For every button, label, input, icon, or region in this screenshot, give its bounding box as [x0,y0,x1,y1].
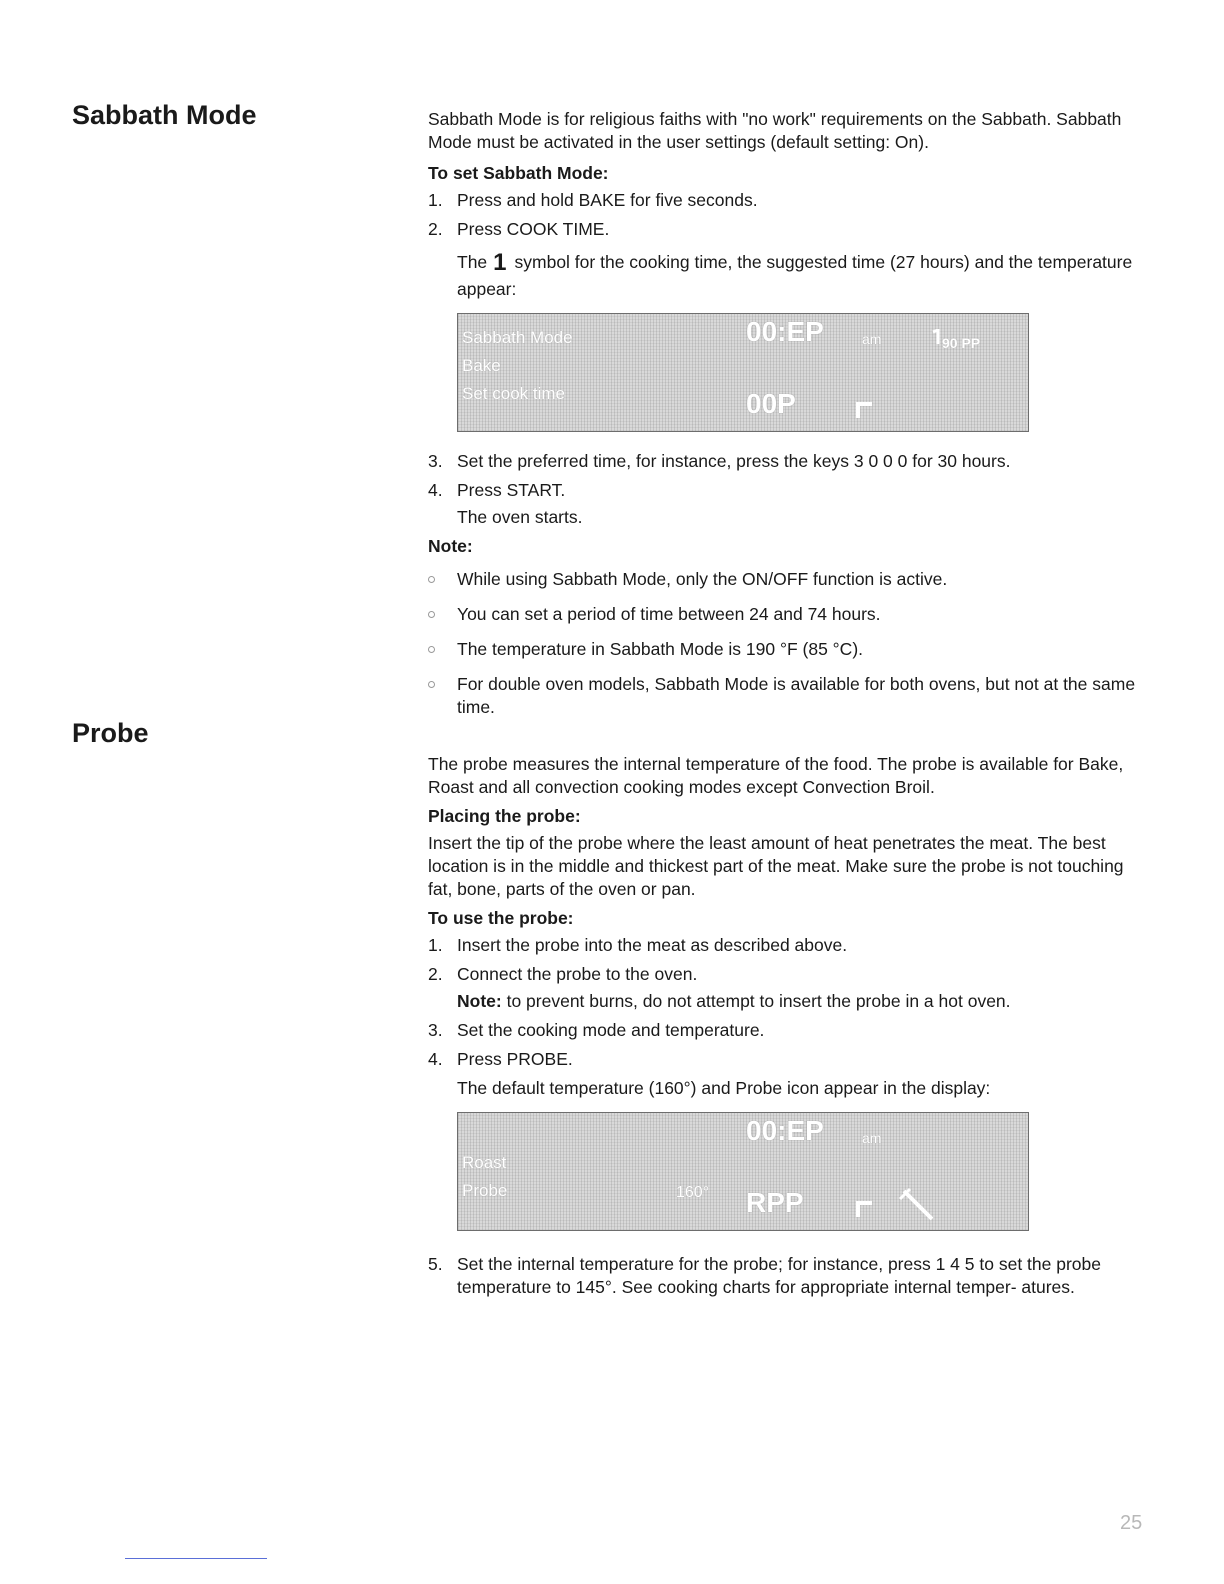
sabbath-note-heading: Note: [428,536,473,556]
probe-step-1: 1. Insert the probe into the meat as described above. [428,935,848,955]
sabbath-note-item: For double oven models, Sabbath Mode is available for both ovens, but not at the same time. [428,673,1148,719]
oven-rack-icon [856,400,874,426]
bullet-icon [428,681,435,688]
sabbath-notes [428,568,1148,719]
sabbath-mode-section [428,108,1148,731]
probe-step-3: 3. Set the cooking mode and temperature. [428,1020,765,1040]
sabbath-step-1: 1. Press and hold BAKE for five seconds. [428,190,758,210]
sabbath-step-4: 4. Press START. The oven starts. [428,480,583,527]
placing-probe-text: Insert the tip of the probe where the least amount of heat penetrates the meat. The best location is in the middle and thickest part of the meat. Make sure the probe is not touching fat, bone, parts of the oven or pan. [428,833,1124,899]
page-number: 25 [1120,1512,1143,1534]
probe-steps [428,934,1148,1100]
sabbath-display-image: Sabbath Mode Bake Set cook time 00:EP 00P am 90 PP [457,313,1029,432]
sabbath-mode-heading: Sabbath Mode [72,100,257,130]
probe-icon [898,1187,938,1229]
sabbath-note-item: The temperature in Sabbath Mode is 190 °F (85 °C). [428,638,1148,661]
probe-step-2: 2. Connect the probe to the oven. Note: to prevent burns, do not attempt to insert the probe in a hot oven. [428,964,1011,1011]
sabbath-intro: Sabbath Mode is for religious faiths with "no work" requirements on the Sabbath. Sabbath Mode must be activated in the user settings (default setting: On). [428,109,1122,152]
probe-heading: Probe [72,718,149,748]
probe-intro: The probe measures the internal temperature of the food. The probe is available for Bake, Roast and all convection cooking modes except Convection Broil. [428,754,1124,797]
sabbath-step-2: 2. Press COOK TIME. The 1 symbol for the cooking time, the suggested time (27 hours) and the temperature appear: [428,219,1133,299]
sabbath-note-item: While using Sabbath Mode, only the ON/OFF function is active. [428,568,1148,591]
sabbath-steps [428,189,1148,302]
footer-rule [125,1558,267,1559]
cook-time-display-icon [930,328,942,351]
sabbath-step-3: 3. Set the preferred time, for instance, press the keys 3 0 0 0 for 30 hours. [428,451,1011,471]
sabbath-steps-continued [428,450,1148,529]
bullet-icon [428,646,435,653]
bullet-icon [428,576,435,583]
probe-step-5: 5. Set the internal temperature for the probe; for instance, press 1 4 5 to set the probe temperature to 145°. See cooking charts for appropriate internal temper- atures. [428,1254,1101,1297]
placing-probe-subheading: Placing the probe: [428,806,581,826]
cook-time-symbol-icon: 1 [493,249,507,276]
probe-step-4: 4. Press PROBE. The default temperature (160°) and Probe icon appear in the display: [428,1049,991,1098]
probe-section [428,753,1148,1305]
bullet-icon [428,611,435,618]
sabbath-note-item: You can set a period of time between 24 and 74 hours. [428,603,1148,626]
set-sabbath-subheading: To set Sabbath Mode: [428,163,609,183]
probe-steps-continued [428,1253,1148,1299]
oven-rack-icon [856,1199,874,1225]
use-probe-subheading: To use the probe: [428,908,574,928]
probe-display-image: Roast Probe 160° 00:EP RPP am [457,1112,1029,1231]
